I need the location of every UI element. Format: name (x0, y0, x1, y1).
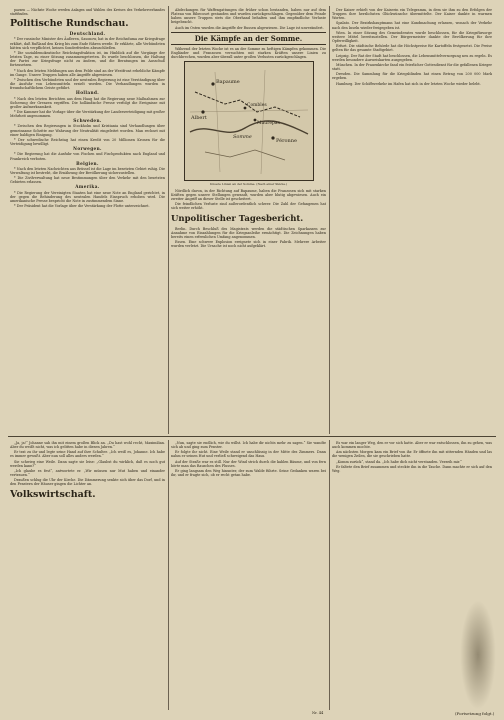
serial-column-1 (10, 441, 165, 709)
paragraph: „Ja, ja!“ Johanne sah ihn mit einem großen Blick an. „Du hast wohl recht, Maximilian. Aber du weißt nicht, was ich gelitten habe in diesen Jahren.“ (10, 441, 165, 450)
map-label: Maurepas (256, 121, 280, 127)
town-marker (211, 83, 214, 86)
paragraph: * Zwischen den Verbündeten und der neutralen Regierung ist eine Verständigung über die Ausfuhr von Lebensmitteln erzielt worden. Die Verhandlungen wurden in freundschaftlichem Geiste geführt. (10, 77, 165, 91)
section-title-politics: Politische Rundschau. (10, 18, 129, 30)
paragraph: „Nun, sagte sie endlich, wie du willst. Ich habe dir nichts mehr zu sagen.“ Sie wandte sich ab und ging zum Fenster. (171, 441, 326, 450)
page-number: Nr. 44 (312, 711, 324, 715)
paragraph: Draußen schlug die Uhr der Kirche. Die Dämmerung senkte sich über das Dorf, und in den Fenstern der Häuser gingen die Lichter an. (10, 478, 165, 487)
section-title-daily-report: Unpolitischer Tagesbericht. (171, 213, 304, 224)
top-strip: pazzen — Nächste Woche werden Anlagen und Wahlen des Kreises des Verkehrsverbandes stattfinden. (10, 8, 165, 17)
map-label: Péronne (275, 138, 297, 145)
subheading: Norwegen. (73, 146, 102, 152)
section-title-economy: Volkswirtschaft. (10, 488, 96, 500)
paragraph: * Der schwedische Reichstag hat einen Kredit von 20 Millionen Kronen für die Verteidigung bewilligt. (10, 137, 165, 147)
paragraph: * Der russische Minister des Äußeren, Sasonow, hat in der Reichsduma zur Kriegsfrage erklärt, daß Rußland den Krieg bis zum Ende führen werde. Er erklärte, alle Verbündeten hätten sich verpflichtet, keinen Sonderfrieden abzuschließen. (10, 37, 165, 50)
map-graphic (185, 62, 313, 180)
column-rule (168, 440, 169, 710)
paragraph: „Ich glaube es fest“, antwortete er. „Wir müssen nur Mut haben und einander vertrauen.“ (10, 468, 165, 478)
paragraph: * Nach den letzten Meldungen aus dem Felde sind an der Westfront erhebliche Kämpfe im Gange. Unsere Truppen haben alle Angriffe abgewiesen. (10, 68, 165, 77)
town-marker (271, 137, 274, 140)
paragraph: Der Kaiser erhielt von der Kaiserin ein Telegramm, in dem sie ihm zu den Erfolgen der Truppen ihre herzlichsten Glückwünsche übermittelte. Der Kaiser dankte in warmen Worten. (332, 8, 492, 21)
paragraph: Er trat zu ihr und legte seine Hand auf ihre Schulter. „Ich weiß es, Johanne. Ich habe es immer gewußt. Aber nun soll alles anders werden.“ (10, 450, 165, 459)
town-marker (243, 107, 246, 110)
paragraph: München. In der Frauenkirche fand ein feierlicher Gottesdienst für die gefallenen Krieger statt. (332, 62, 492, 72)
town-marker (253, 119, 256, 122)
paragraph: Leipzig. Der Rat der Stadt hat beschlossen, die Lebensmittelversorgung neu zu regeln. Es werden besondere Ausweiskarten ausgegeben. (332, 53, 492, 62)
paragraph: * Die sozialdemokratische Reichstagsfraktion ist, im Hinblick auf die Vorgänge der letzten Tage, zu einer Sitzung zusammengetreten. Es wurde beschlossen, die Haltung der Partei zur Kriegsfrage nicht zu ändern, und die Beratungen im Ausschuß fortzusetzen. (10, 50, 165, 68)
paragraph: Spalato. Der Bezirkshauptmann hat eine Kundmachung erlassen, wonach der Verkehr nach den Inseln wieder freigegeben ist. (332, 21, 492, 30)
paragraph: * Nach den letzten Berichten aus dem Haag hat die Regierung neue Maßnahmen zur Sicherung der Grenzen ergriffen. Die holländische Presse verfolgt die Ereignisse mit großer Aufmerksamkeit. (10, 96, 165, 109)
paragraph: Sie schwieg eine Weile. Dann sagte sie leise: „Glaubst du wirklich, daß es noch gut werden kann?“ (10, 459, 165, 468)
paragraph: * Die Zivilverwaltung hat neue Bestimmungen über den Verkehr mit den besetzten Gebieten erlassen. (10, 176, 165, 185)
paragraph: * Nach den letzten Nachrichten aus Brüssel ist die Lage im besetzten Gebiet ruhig. Die Verwaltung ist bestrebt, die Ernährung der Bevölkerung sicherzustellen. (10, 166, 165, 175)
paragraph: Während der letzten Woche ist es an der Somme zu heftigen Kämpfen gekommen. Die Engländer und Franzosen versuchten mit starken Kräften unsere Linien zu durchbrechen, wurden aber überall unter großen Verlusten zurückgeschlagen. (171, 46, 326, 60)
paragraph: Nördlich davon, in der Richtung auf Bapaume, haben die Franzosen sich mit starken Kräften gegen unsere Stellungen gewandt, wurden aber blutig abgewiesen. Auch ein zweiter Angriff an dieser Stelle ist gescheitert. (171, 188, 326, 202)
column-rule (329, 6, 330, 434)
subheading: Belgien. (76, 160, 99, 166)
article-heading-somme: Die Kämpfe an der Somme. (171, 32, 326, 45)
paper-stain (460, 600, 496, 710)
paragraph: Auf der Straße war es still. Nur der Wind strich durch die kahlen Bäume, und von fern hörte man das Rauschen des Flusses. (171, 459, 326, 468)
paragraph: Es war ein langer Weg, den er vor sich hatte. Aber er war entschlossen, ihn zu gehen, was auch kommen mochte. (332, 441, 492, 450)
map-label: Albert (190, 115, 207, 122)
paragraph: * Die Kammer hat die Vorlage über die Verstärkung der Landesverteidigung mit großer Mehrheit angenommen. (10, 109, 165, 119)
continued-note: (Fortsetzung folgt.) (455, 711, 495, 716)
paragraph: Hamburg. Der Schiffsverkehr im Hafen hat sich in der letzten Woche wieder belebt. (336, 81, 481, 86)
column-rule (329, 440, 330, 710)
paragraph: Er ging langsam den Weg hinunter, der zum Walde führte. Seine Gedanken waren bei ihr, und er fragte sich, ob er recht getan habe. (171, 468, 326, 478)
paragraph: Auch im Osten wurden die Angriffe der Russen abgewiesen. Die Lage ist unverändert. (175, 25, 324, 30)
map-caption: Unsere Linien an der Somme. (Nach einer Skizze.) (209, 182, 288, 187)
paragraph: Erfurt. Die städtische Behörde hat die Höchstpreise für Kartoffeln festgesetzt. Die Preise gelten für das gesamte Stadtgebiet. (332, 44, 492, 53)
subheading: Amerika. (75, 184, 100, 190)
column-somme (171, 8, 326, 428)
paragraph: Dresden. Die Sammlung für die Kriegsblinden hat einen Betrag von 200 000 Mark ergeben. (332, 72, 492, 81)
paragraph: * Der Präsident hat die Vorlage über die Verstärkung der Flotte unterzeichnet. (14, 204, 150, 209)
column-politics (10, 8, 165, 428)
paragraph: „Komm zurück“, stand da. „Ich habe dich nicht verstanden. Verzeih mir.“ (336, 459, 462, 464)
paragraph: Abdeckungen für Waffengattungen die früher schon bestanden, haben nur auf dem Plateau von Ribecourt gestanden und wurden zurückgeschlagen. Gegenüber dem Feinde haben unsere Truppen stets die Oberhand behalten und ihm empfindliche Verluste beigebracht. (171, 8, 326, 25)
map-label: Bapaume (215, 79, 240, 86)
paragraph: Er faltete den Brief zusammen und steckte ihn in die Tasche. Dann machte er sich auf den Weg. (332, 464, 492, 473)
map-label: Combles (246, 103, 267, 109)
paragraph: * Zwischen den Regierungen in Stockholm und Kristiania sind Verhandlungen über gemeinsame Schritte zur Wahrung der Neutralität eingeleitet worden. Man rechnet mit einer baldigen Einigung. (10, 124, 165, 137)
section-divider (8, 436, 496, 437)
paragraph: Die feindlichen Verluste sind außerordentlich schwer. Die Zahl der Gefangenen hat sich weiter erhöht. (171, 202, 326, 211)
map-label: Somme (232, 134, 252, 141)
dateline: Deutschland. (69, 31, 106, 37)
column-rule (168, 6, 169, 434)
paragraph: * Die Regierung der Vereinigten Staaten hat eine neue Note an England gerichtet, in der gegen die Behinderung des neutralen Handels Einspruch erhoben wird. Die amerikanische Presse bespricht die Note in zustimmendem Sinne. (10, 190, 165, 203)
battle-map (184, 61, 314, 181)
column-news (332, 8, 492, 428)
paragraph: Berlin. Durch Beschluß des Magistrats werden die städtischen Sparkassen zur Annahme von Einzahlungen für die Kriegsanleihe ermächtigt. Die Zeichnungen haben bereits einen erfreulichen Umfang angenommen. (171, 226, 326, 239)
subheading: Schweden. (73, 118, 102, 124)
serial-column-2 (171, 441, 326, 709)
town-marker (201, 111, 204, 114)
subheading: Holland. (75, 90, 100, 96)
paragraph: * Die Regierung hat die Ausfuhr von Fischen und Fischprodukten nach England und Frankreich verboten. (10, 152, 165, 161)
paragraph: Er folgte ihr nicht. Eine Weile stand er unschlüssig in der Mitte des Zimmers. Dann nahm er seinen Hut und verließ schweigend das Haus. (171, 450, 326, 459)
paragraph: Am nächsten Morgen kam ein Brief von ihr. Er öffnete ihn mit zitternden Händen und las die wenigen Zeilen, die sie geschrieben hatte. (332, 450, 492, 459)
paragraph: Essen. Eine schwere Explosion ereignete sich in einer Fabrik. Mehrere Arbeiter wurden verletzt. Die Ursache ist noch nicht aufgeklärt. (171, 240, 326, 249)
paragraph: Wien. In einer Sitzung des Gemeinderates wurde beschlossen, für die Kriegsfürsorge weitere Mittel bereitzustellen. Der Bürgermeister dankte der Bevölkerung für ihre Opferwilligkeit. (332, 30, 492, 44)
